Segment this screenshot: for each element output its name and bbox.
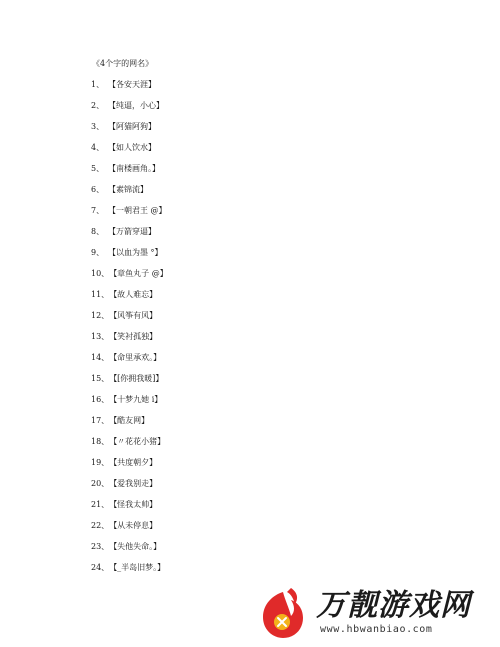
item-number: 8、 [91,227,105,236]
list-item [91,163,168,184]
item-number: 1、 [91,80,105,89]
item-nickname: 【南楼画角。】 [108,164,160,173]
item-number: 7、 [91,206,105,215]
item-nickname: 【从未停息】 [109,521,158,530]
item-number: 10、 [91,269,110,278]
list-item [91,184,168,205]
item-number: 6、 [91,185,105,194]
item-nickname: 【万箭穿逼】 [108,227,156,236]
list-item [91,79,168,100]
site-logo-icon [255,586,311,642]
watermark-url: www.hbwanbiao.com [320,624,433,635]
item-nickname: 【笑衬孤独】 [109,332,158,341]
item-nickname: 【怪我太帅】 [109,500,158,509]
item-number: 16、 [91,395,110,404]
item-number: 13、 [91,332,110,341]
item-number: 12、 [91,311,110,320]
item-nickname: 【纯逼，小心】 [108,101,164,110]
item-nickname: 【如人饮水】 [108,143,156,152]
list-item [91,373,168,394]
item-nickname: 【_半岛旧梦。】 [109,563,166,572]
item-number: 5、 [91,164,105,173]
item-nickname: 【故人难忘】 [109,290,158,299]
watermark [250,586,495,642]
list-item [91,562,168,583]
list-item [91,352,168,373]
item-number: 3、 [91,122,105,131]
list-item [91,478,168,499]
list-item [91,331,168,352]
item-number: 23、 [91,542,110,551]
item-nickname: 【各安天涯】 [108,80,156,89]
item-number: 2、 [91,101,105,110]
name-list [91,79,168,583]
item-nickname: 【十梦九她 i】 [109,395,163,404]
item-number: 24、 [91,563,110,572]
list-item [91,394,168,415]
item-nickname: 【素锦流】 [108,185,148,194]
item-number: 18、 [91,437,110,446]
item-nickname: 【命里承欢。】 [109,353,162,362]
item-number: 4、 [91,143,105,152]
item-nickname: 【阿猫阿狗】 [108,122,156,131]
item-nickname: 【酷友网】 [109,416,150,425]
item-nickname: 【共度朝夕】 [109,458,158,467]
list-item [91,268,168,289]
item-nickname: 【以血为墨 °】 [108,248,163,257]
item-nickname: 【失他失命。】 [109,542,162,551]
item-nickname: 【一朝君王 @】 [108,206,167,215]
item-number: 15、 [91,374,110,383]
list-item [91,520,168,541]
list-item [91,121,168,142]
list-item [91,205,168,226]
list-item [91,415,168,436]
item-nickname: 【[你拥我暖]】 [109,374,164,383]
item-nickname: 【章鱼丸子 @】 [109,269,168,278]
item-number: 20、 [91,479,110,488]
item-number: 9、 [91,248,105,257]
watermark-site-name: 万靓游戏网 [316,588,471,623]
item-number: 11、 [91,290,110,299]
item-number: 17、 [91,416,110,425]
list-item [91,289,168,310]
item-nickname: 【爱我别走】 [109,479,158,488]
list-item [91,436,168,457]
list-item [91,457,168,478]
list-item [91,100,168,121]
item-number: 22、 [91,521,110,530]
item-number: 14、 [91,353,110,362]
list-item [91,541,168,562]
item-nickname: 【风筝有风】 [109,311,158,320]
item-number: 21、 [91,500,110,509]
item-number: 19、 [91,458,110,467]
list-item [91,247,168,268]
list-item [91,310,168,331]
list-item [91,499,168,520]
list-item [91,142,168,163]
item-nickname: 【〃花花小猪】 [109,437,166,446]
document-title: 《4个字的网名》 [92,59,154,68]
list-item [91,226,168,247]
